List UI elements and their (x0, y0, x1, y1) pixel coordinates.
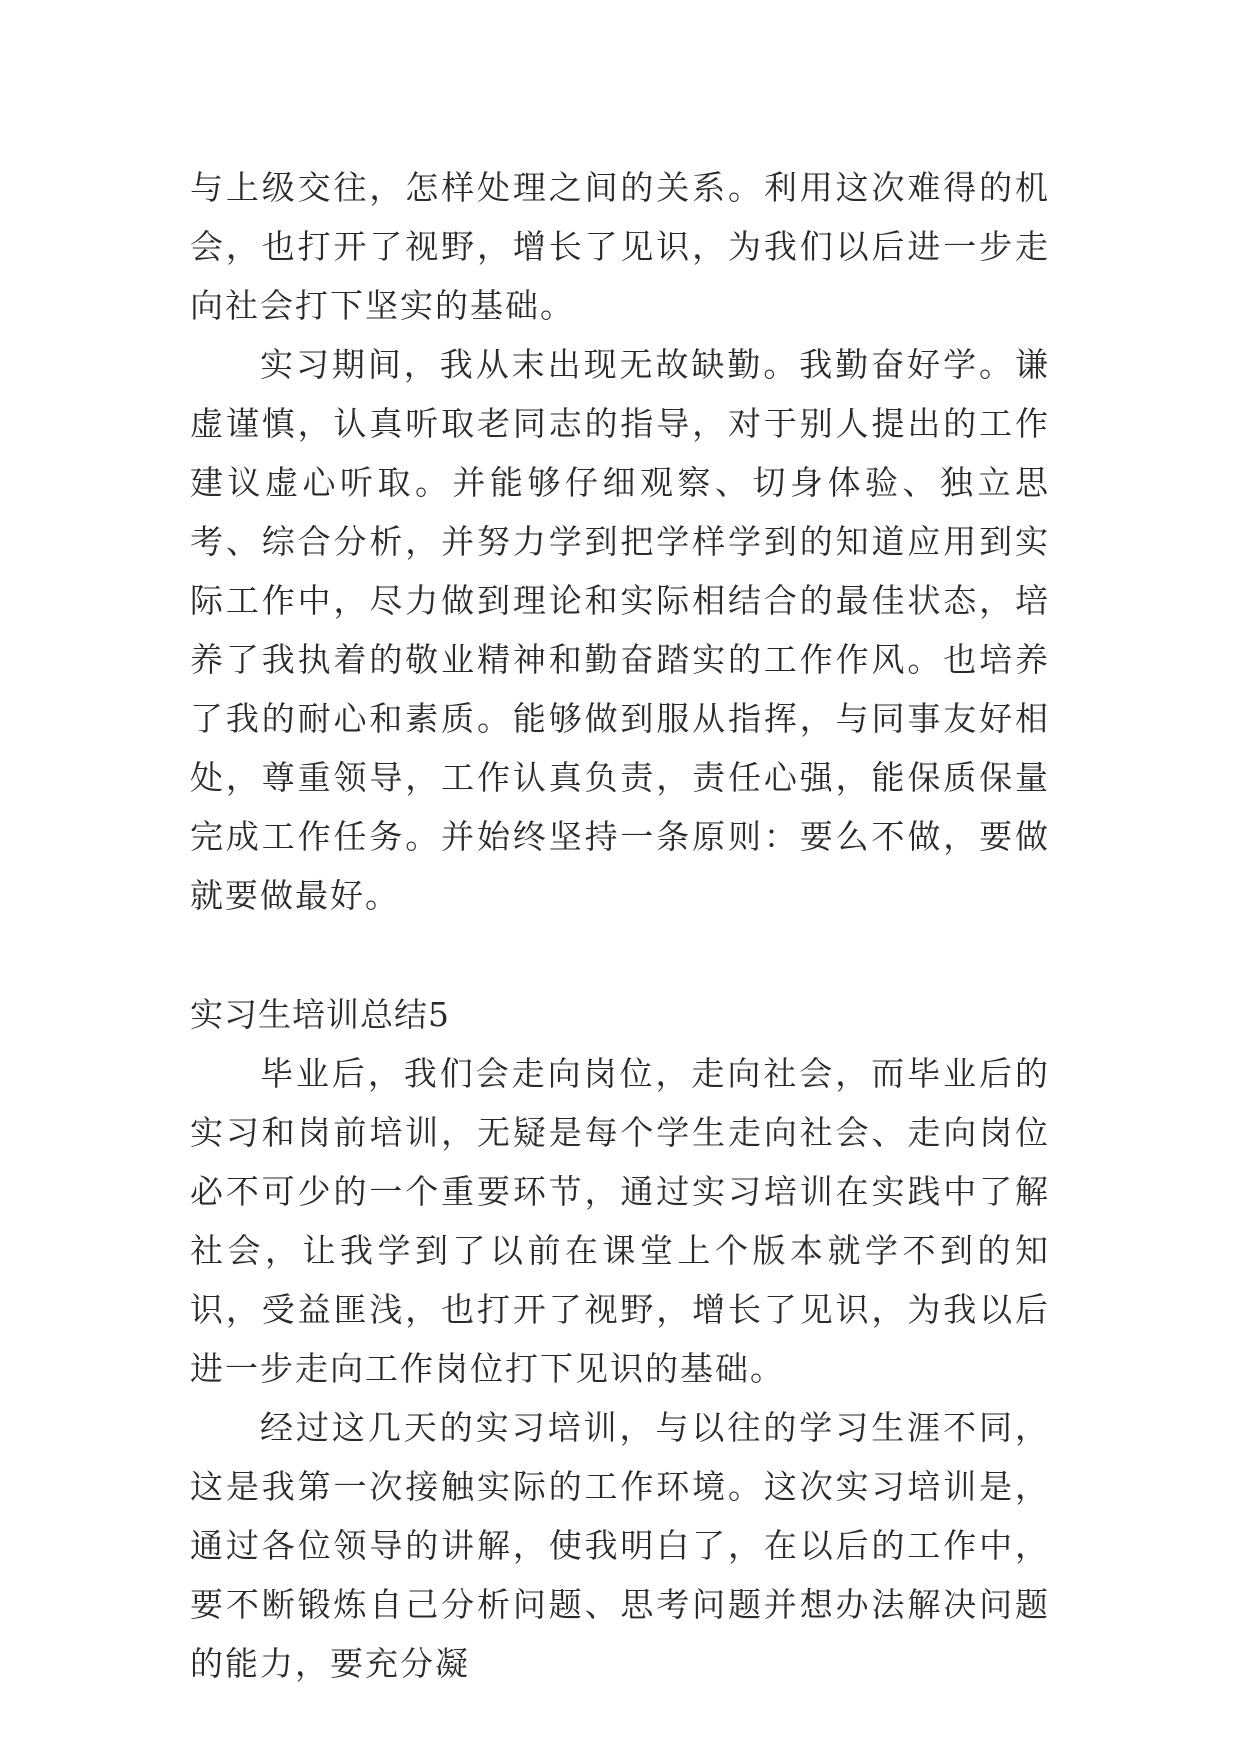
document-body (190, 158, 1050, 1693)
paragraph-continuation: 与上级交往，怎样处理之间的关系。利用这次难得的机会，也打开了视野，增长了见识，为我们以后进一步走向社会打下坚实的基础。 (190, 168, 1050, 325)
section-heading: 实习生培训总结5 (190, 995, 450, 1034)
paragraph-training-days: 经过这几天的实习培训，与以往的学习生涯不同，这是我第一次接触实际的工作环境。这次实习培训是，通过各位领导的讲解，使我明白了，在以后的工作中，要不断锻炼自己分析问题、思考问题并想办法解决问题的能力，要充分凝 (190, 1408, 1050, 1683)
paragraph-internship-period: 实习期间，我从末出现无故缺勤。我勤奋好学。谦虚谨慎，认真听取老同志的指导，对于别人提出的工作建议虚心听取。并能够仔细观察、切身体验、独立思考、综合分析，并努力学到把学样学到的知道应用到实际工作中，尽力做到理论和实际相结合的最佳状态，培养了我执着的敬业精神和勤奋踏实的工作作风。也培养了我的耐心和素质。能够做到服从指挥，与同事友好相处，尊重领导，工作认真负责，责任心强，能保质保量完成工作任务。并始终坚持一条原则：要么不做，要做就要做最好。 (190, 345, 1050, 915)
paragraph-after-graduation: 毕业后，我们会走向岗位，走向社会，而毕业后的实习和岗前培训，无疑是每个学生走向社会、走向岗位必不可少的一个重要环节，通过实习培训在实践中了解社会，让我学到了以前在课堂上个版本就学不到的知识，受益匪浅，也打开了视野，增长了见识，为我以后进一步走向工作岗位打下见识的基础。 (190, 1054, 1050, 1388)
section-spacer (190, 925, 1050, 985)
